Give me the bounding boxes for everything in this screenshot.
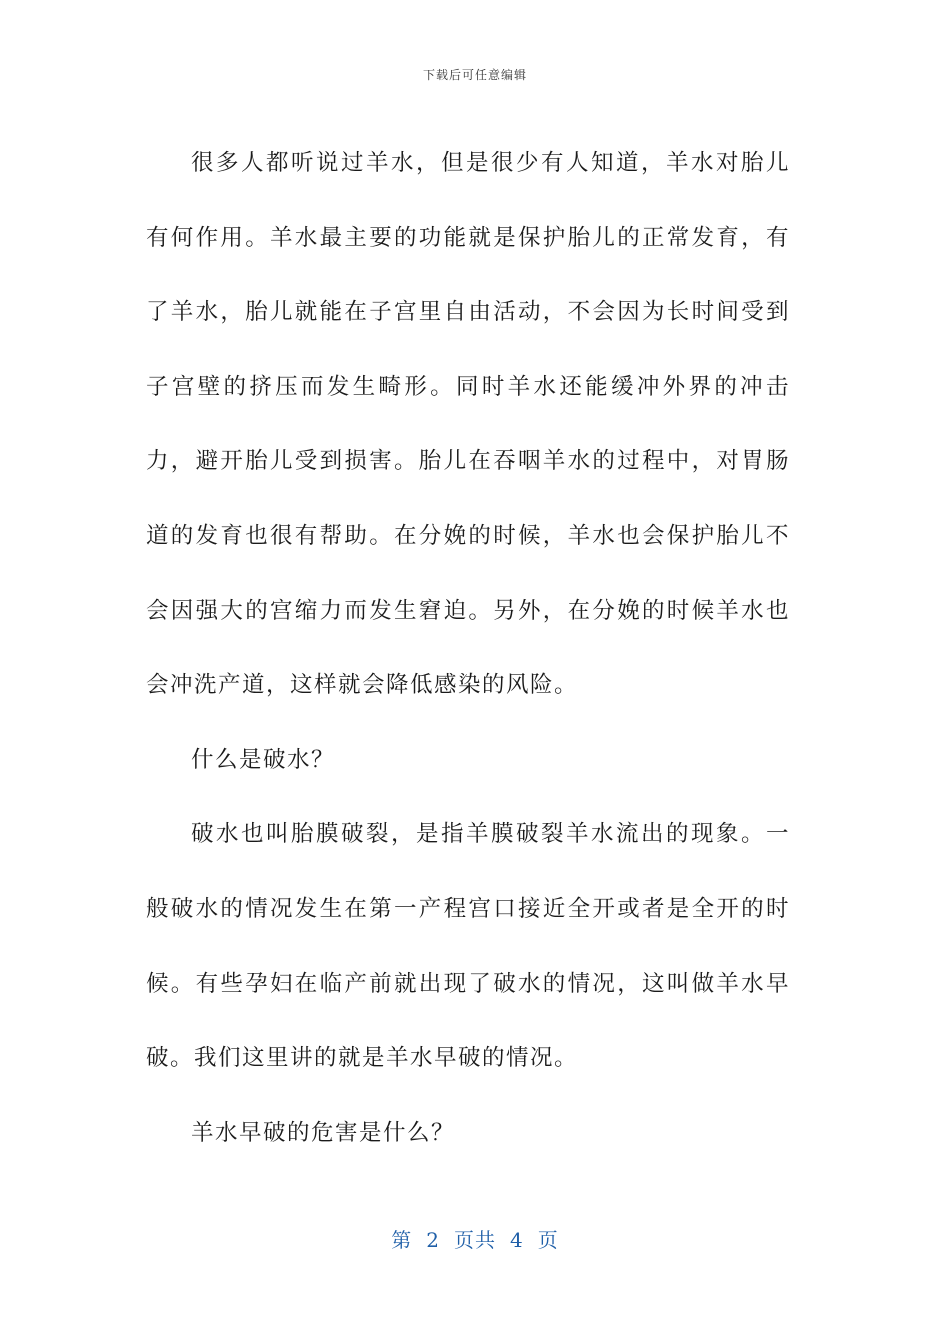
document-body bbox=[146, 126, 790, 1170]
page-prefix: 第 bbox=[391, 1228, 413, 1252]
question-premature-rupture-harm: 羊水早破的危害是什么？ bbox=[191, 1119, 456, 1146]
current-page-number: 2 bbox=[426, 1228, 440, 1252]
page-footer bbox=[0, 1224, 950, 1253]
question-what-is-water-breaking: 什么是破水？ bbox=[191, 746, 336, 773]
header-note: 下载后可任意编辑 bbox=[422, 68, 527, 82]
total-pages-number: 4 bbox=[510, 1228, 524, 1252]
paragraph-amniotic-fluid-function: 很多人都听说过羊水，但是很少有人知道，羊水对胎儿有何作用。羊水最主要的功能就是保护胎儿的正常发育，有了羊水，胎儿就能在子宫里自由活动，不会因为长时间受到子宫壁的挤压而发生畸形。同时羊水还能缓冲外界的冲击力，避开胎儿受到损害。胎儿在吞咽羊水的过程中，对胃肠道的发育也很有帮助。在分娩的时候，羊水也会保护胎儿不会因强大的宫缩力而发生窘迫。另外，在分娩的时候羊水也会冲洗产道，这样就会降低感染的风险。 bbox=[146, 150, 790, 699]
paragraph-water-breaking-definition: 破水也叫胎膜破裂，是指羊膜破裂羊水流出的现象。一般破水的情况发生在第一产程宫口接近全开或者是全开的时候。有些孕妇在临产前就出现了破水的情况，这叫做羊水早破。我们这里讲的就是羊水早破的情况。 bbox=[146, 821, 790, 1072]
page-middle: 页共 bbox=[454, 1228, 496, 1252]
page-suffix: 页 bbox=[537, 1228, 559, 1252]
